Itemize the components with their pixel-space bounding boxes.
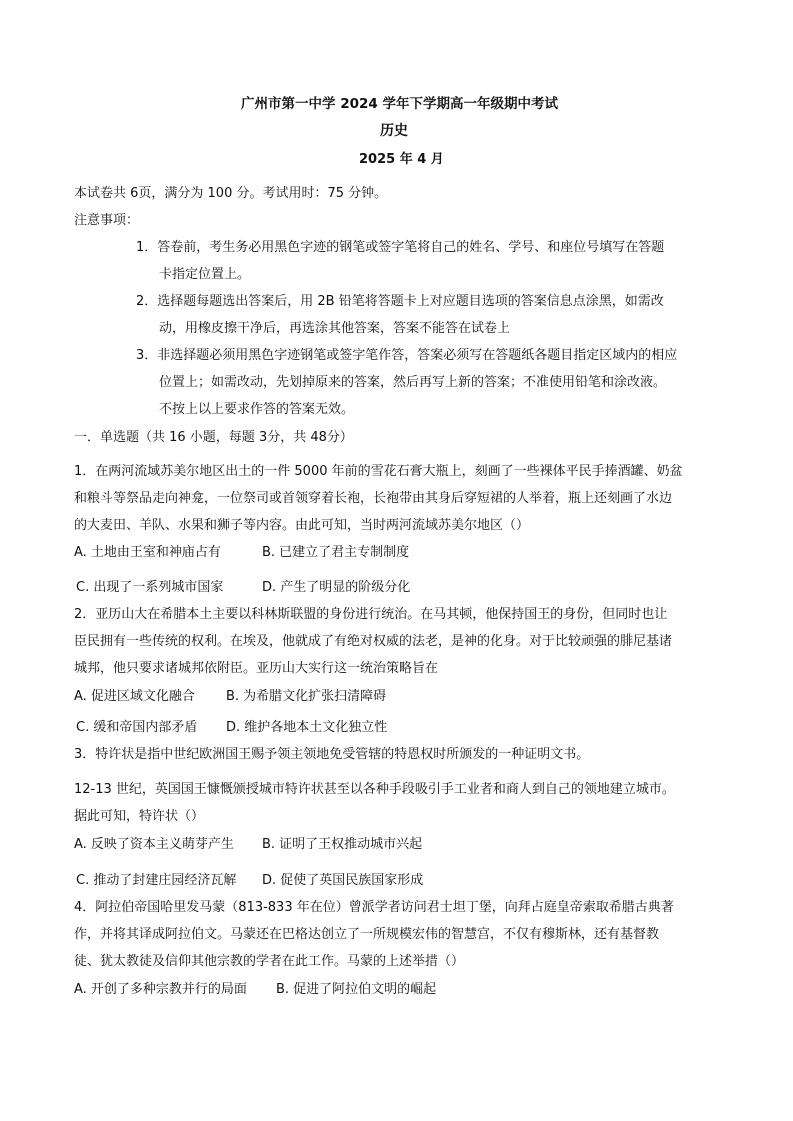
question-3-line-3: 据此可知，特许状（） — [74, 809, 205, 824]
exam-date: 2025 年 4 月 — [359, 152, 444, 167]
question-3-option-b[interactable]: B. 证明了王权推动城市兴起 — [262, 837, 423, 852]
question-2-option-a[interactable]: A. 促进区域文化融合 — [74, 689, 195, 704]
question-1-line-1: 1．在两河流域苏美尔地区出土的一件 5000 年前的雪花石膏大瓶上，刻画了一些裸体平民手捧酒罐、奶盆 — [74, 464, 683, 479]
section-heading: 一．单选题（共 16 小题，每题 3分，共 48分） — [74, 430, 353, 445]
exam-title: 广州市第一中学 2024 学年下学期高一年级期中考试 — [241, 96, 558, 112]
note-3-line-3: 不按上以上要求作答的答案无效。 — [159, 402, 355, 417]
note-2-line-1: 2．选择题每题选出答案后，用 2B 铅笔将答题卡上对应题目选项的答案信息点涂黑，如需改 — [136, 294, 664, 309]
question-4-line-1: 4．阿拉伯帝国哈里发马蒙（813-833 年在位）曾派学者访问君士坦丁堡，向拜占庭皇帝索取希腊古典著 — [74, 900, 674, 915]
question-3-option-a[interactable]: A. 反映了资本主义萌芽产生 — [74, 837, 234, 852]
question-3-option-c[interactable]: C. 推动了封建庄园经济瓦解 — [76, 873, 237, 888]
question-2-line-3: 城邦，他只要求诸城邦依附臣。亚历山大实行这一统治策略旨在 — [74, 661, 439, 676]
question-4-line-2: 作，并将其译成阿拉伯文。马蒙还在巴格达创立了一所规模宏伟的智慧宫，不仅有穆斯林，还有基督教 — [74, 927, 660, 942]
note-1-line-2: 卡指定位置上。 — [159, 267, 251, 282]
note-3-line-1: 3．非选择题必须用黑色字迹钢笔或签字笔作答，答案必须写在答题纸各题目指定区域内的相应 — [136, 348, 678, 363]
question-1-option-a[interactable]: A. 土地由王室和神庙占有 — [74, 545, 221, 560]
question-1-option-d[interactable]: D. 产生了明显的阶级分化 — [262, 580, 411, 595]
note-1-line-1: 1．答卷前，考生务必用黑色字迹的钢笔或签字笔将自己的姓名、学号、和座位号填写在答题 — [136, 240, 665, 255]
question-2-option-c[interactable]: C. 缓和帝国内部矛盾 — [76, 720, 198, 735]
question-4-line-3: 徒、犹太教徒及信仰其他宗教的学者在此工作。马蒙的上述举措（） — [74, 954, 465, 969]
note-3-line-2: 位置上；如需改动，先划掉原来的答案，然后再写上新的答案；不准使用铅笔和涂改液。 — [159, 375, 667, 390]
exam-summary: 本试卷共 6页，满分为 100 分。考试用时：75 分钟。 — [74, 186, 388, 201]
question-1-line-3: 的大麦田、羊队、水果和狮子等内容。由此可知，当时两河流域苏美尔地区（） — [74, 518, 530, 533]
note-2-line-2: 动，用橡皮擦干净后，再选涂其他答案，答案不能答在试卷上 — [159, 321, 511, 336]
question-4-option-b[interactable]: B. 促进了阿拉伯文明的崛起 — [276, 982, 437, 997]
exam-subject: 历史 — [380, 123, 408, 139]
question-3-line-1: 3．特许状是指中世纪欧洲国王赐予领主领地免受管辖的特恩权时所颁发的一种证明文书。 — [74, 747, 590, 762]
question-2-option-d[interactable]: D. 维护各地本土文化独立性 — [226, 720, 388, 735]
question-1-line-2: 和粮斗等祭品走向神龛，一位祭司或首领穿着长袍，长袍带由其身后穿短裙的人举着，瓶上还刻画了水边 — [74, 491, 673, 506]
question-3-line-2: 12-13 世纪，英国国王慷慨颁授城市特许状甚至以各种手段吸引手工业者和商人到自己的领地建立城市。 — [74, 782, 675, 797]
question-2-line-2: 臣民拥有一些传统的权利。在埃及，他就成了有绝对权威的法老，是神的化身。对于比较顽强的腓尼基诸 — [74, 634, 673, 649]
question-1-option-b[interactable]: B. 已建立了君主专制制度 — [262, 545, 410, 560]
notes-label: 注意事项： — [74, 213, 140, 228]
question-1-option-c[interactable]: C. 出现了一系列城市国家 — [76, 580, 224, 595]
question-3-option-d[interactable]: D. 促使了英国民族国家形成 — [262, 873, 424, 888]
question-2-option-b[interactable]: B. 为希腊文化扩张扫清障碍 — [226, 689, 387, 704]
question-4-option-a[interactable]: A. 开创了多种宗教并行的局面 — [74, 982, 247, 997]
question-2-line-1: 2．亚历山大在希腊本土主要以科林斯联盟的身份进行统治。在马其顿，他保持国王的身份，但同时也让 — [74, 607, 668, 622]
